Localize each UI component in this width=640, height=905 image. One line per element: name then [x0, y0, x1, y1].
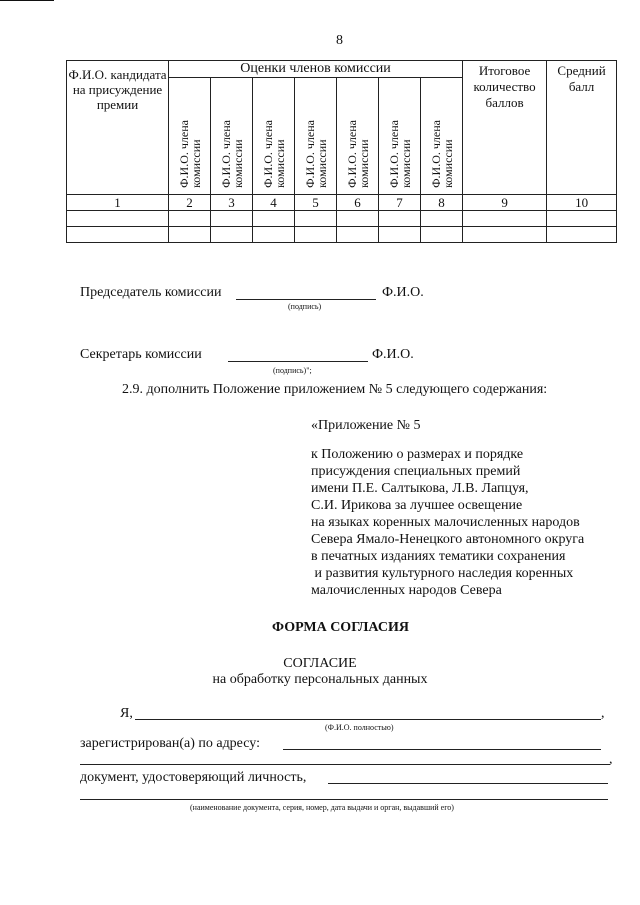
secretary-signature-caption: (подпись)"; — [273, 366, 312, 375]
column-number: 4 — [253, 195, 295, 211]
chairman-signature-line — [236, 299, 376, 300]
header-average-score: Средний балл — [547, 61, 617, 195]
document-caption: (наименование документа, серия, номер, дата выдачи и орган, выдавший его) — [190, 803, 454, 812]
amendment-text: 2.9. дополнить Положение приложением № 5 следующего содержания: — [122, 382, 548, 397]
secretary-label: Секретарь комиссии — [80, 347, 202, 362]
header-total-score: Итоговое количество баллов — [463, 61, 547, 195]
header-member — [295, 78, 337, 195]
header-member — [337, 78, 379, 195]
grades-table — [66, 60, 617, 243]
appendix-line: к Положению о размерах и порядке — [311, 447, 524, 462]
table-row — [67, 211, 617, 227]
consent-heading: СОГЛАСИЕ — [283, 656, 357, 671]
registered-label: зарегистрирован(а) по адресу: — [80, 736, 260, 751]
fio-line — [135, 719, 601, 720]
column-number: 6 — [337, 195, 379, 211]
appendix-line: малочисленных народов Севера — [311, 583, 502, 598]
member-header-text: Ф.И.О. члена комиссии — [344, 120, 371, 188]
column-number: 1 — [67, 195, 169, 211]
column-number: 5 — [295, 195, 337, 211]
document-label: документ, удостоверяющий личность, — [80, 770, 307, 785]
document-line — [328, 783, 608, 784]
appendix-line: на языках коренных малочисленных народов — [311, 515, 580, 530]
top-rule — [0, 0, 54, 1]
fio-caption: (Ф.И.О. полностью) — [325, 723, 394, 732]
table-row — [67, 227, 617, 243]
document-line-2 — [80, 799, 608, 800]
chairman-label: Председатель комиссии — [80, 285, 222, 300]
column-number: 9 — [463, 195, 547, 211]
column-number: 2 — [169, 195, 211, 211]
column-number: 10 — [547, 195, 617, 211]
address-line-2 — [80, 764, 610, 765]
appendix-line: в печатных изданиях тематики сохранения — [311, 549, 566, 564]
member-header-text: Ф.И.О. члена комиссии — [176, 120, 203, 188]
consent-i-label: Я, — [120, 706, 133, 721]
appendix-line: присуждения специальных премий — [311, 464, 521, 479]
appendix-line: Севера Ямало-Ненецкого автономного округа — [311, 532, 585, 547]
appendix-description — [311, 446, 631, 599]
header-member — [421, 78, 463, 195]
secretary-signature-line — [228, 361, 368, 362]
secretary-fio: Ф.И.О. — [372, 347, 414, 362]
column-number: 8 — [421, 195, 463, 211]
form-title: ФОРМА СОГЛАСИЯ — [272, 620, 409, 635]
member-header-text: Ф.И.О. члена комиссии — [386, 120, 413, 188]
chairman-signature-caption: (подпись) — [288, 302, 322, 311]
appendix-line: имени П.Е. Салтыкова, Л.В. Лапцуя, — [311, 481, 529, 496]
column-number: 7 — [379, 195, 421, 211]
fio-line-comma: , — [601, 706, 605, 721]
header-member-grades: Оценки членов комиссии — [169, 61, 463, 78]
member-header-text: Ф.И.О. члена комиссии — [428, 120, 455, 188]
header-member — [253, 78, 295, 195]
appendix-title: «Приложение № 5 — [311, 418, 421, 433]
column-number-row — [67, 195, 617, 211]
chairman-fio: Ф.И.О. — [382, 285, 424, 300]
address-line — [283, 749, 601, 750]
address-line-comma: , — [609, 752, 613, 767]
appendix-line: С.И. Ирикова за лучшее освещение — [311, 498, 523, 513]
member-header-text: Ф.И.О. члена комиссии — [302, 120, 329, 188]
member-header-text: Ф.И.О. члена комиссии — [260, 120, 287, 188]
page-number: 8 — [336, 33, 343, 48]
header-member — [211, 78, 253, 195]
header-member — [379, 78, 421, 195]
member-header-text: Ф.И.О. члена комиссии — [218, 120, 245, 188]
header-member — [169, 78, 211, 195]
column-number: 3 — [211, 195, 253, 211]
header-candidate-fio: Ф.И.О. кандидата на присуждение премии — [67, 61, 169, 195]
appendix-line: и развития культурного наследия коренных — [311, 566, 574, 581]
consent-subheading: на обработку персональных данных — [212, 672, 428, 687]
